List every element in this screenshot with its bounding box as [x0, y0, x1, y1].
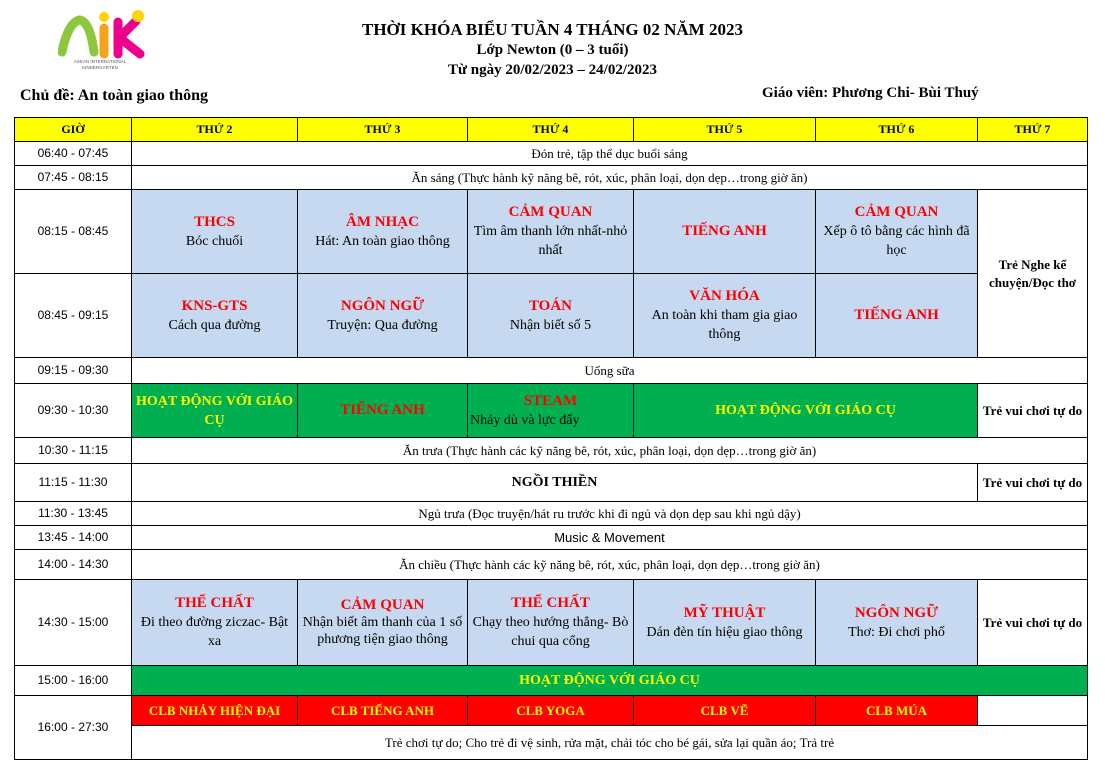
subject-label: CẢM QUAN — [508, 204, 593, 220]
lesson-cell — [634, 580, 816, 666]
table-row — [15, 384, 1088, 438]
table-row — [15, 580, 1088, 666]
subject-label: KNS-GTS — [181, 297, 248, 314]
activity-label: Hát: An toàn giao thông — [315, 233, 450, 249]
lesson-cell — [816, 274, 978, 358]
lesson-cell — [634, 274, 816, 358]
table-row — [15, 464, 1088, 502]
tool-activity-cell: HOẠT ĐỘNG VỚI GIÁO CỤ — [132, 666, 1088, 696]
subject-label: VĂN HÓA — [689, 288, 760, 304]
table-row — [15, 526, 1088, 550]
breakfast-cell: Ăn sáng (Thực hành kỹ năng bê, rót, xúc, phân loại, dọn dẹp…trong giờ ăn) — [132, 166, 1088, 190]
saturday-free-play-cell: Trẻ vui chơi tự do — [978, 580, 1088, 666]
subject-label: THCS — [194, 213, 235, 230]
time-cell: 07:45 - 08:15 — [15, 166, 132, 190]
time-cell: 06:40 - 07:45 — [15, 142, 132, 166]
activity-label: Nhận biết âm thanh của 1 số phương tiện giao thông — [302, 615, 463, 647]
subject-label: ÂM NHẠC — [346, 213, 419, 230]
theme-label: Chủ đề: An toàn giao thông — [20, 87, 209, 104]
activity-label: Chạy theo hướng thẳng- Bò chui qua cổng — [472, 615, 629, 649]
tool-activity-cell: HOẠT ĐỘNG VỚI GIÁO CỤ — [634, 384, 978, 438]
svg-text:ASEAN INTERNATIONAL: ASEAN INTERNATIONAL — [73, 59, 127, 64]
table-row — [15, 166, 1088, 190]
table-row — [15, 696, 1088, 726]
milk-cell: Uống sữa — [132, 358, 1088, 384]
time-cell: 14:00 - 14:30 — [15, 550, 132, 580]
time-cell: 08:15 - 08:45 — [15, 190, 132, 274]
table-row — [15, 502, 1088, 526]
subject-label: STEAM — [523, 392, 578, 409]
class-name: Lớp Newton (0 – 3 tuổi) — [476, 42, 629, 58]
col-thursday: THỨ 5 — [634, 118, 816, 142]
club-cell: CLB MÚA — [816, 696, 978, 726]
tool-activity-cell: HOẠT ĐỘNG VỚI GIÁO CỤ — [132, 384, 298, 438]
home-cell: Trẻ chơi tự do; Cho trẻ đi vệ sinh, rửa mặt, chải tóc cho bé gái, sửa lại quần áo; Trả trẻ — [132, 726, 1088, 760]
subject-label: TOÁN — [528, 297, 573, 314]
subject-label: THỂ CHẤT — [511, 595, 590, 611]
empty-cell — [978, 696, 1088, 726]
activity-label: Nhận biết số 5 — [509, 317, 592, 333]
table-row — [15, 142, 1088, 166]
subject-label: TIẾNG ANH — [340, 402, 425, 418]
time-cell: 16:00 - 27:30 — [15, 696, 132, 760]
schedule-title: THỜI KHÓA BIỂU TUẦN 4 THÁNG 02 NĂM 2023 — [362, 20, 743, 39]
time-cell: 11:15 - 11:30 — [15, 464, 132, 502]
saturday-free-play-cell: Trẻ vui chơi tự do — [978, 384, 1088, 438]
lunch-cell: Ăn trưa (Thực hành các kỹ năng bê, rót, xúc, phân loại, dọn dẹp…trong giờ ăn) — [132, 438, 1088, 464]
time-cell: 09:15 - 09:30 — [15, 358, 132, 384]
lesson-cell — [298, 274, 468, 358]
table-row — [15, 550, 1088, 580]
lesson-cell — [132, 274, 298, 358]
lesson-cell — [132, 580, 298, 666]
club-cell: CLB TIẾNG ANH — [298, 696, 468, 726]
time-cell: 10:30 - 11:15 — [15, 438, 132, 464]
svg-text:KINDERGARTEN: KINDERGARTEN — [82, 65, 118, 70]
lesson-cell — [816, 580, 978, 666]
table-row — [15, 438, 1088, 464]
subject-label: THỂ CHẤT — [175, 595, 254, 611]
lesson-cell — [816, 190, 978, 274]
time-cell: 13:45 - 14:00 — [15, 526, 132, 550]
subject-label: TIẾNG ANH — [682, 223, 767, 239]
music-cell: Music & Movement — [132, 526, 1088, 550]
col-monday: THỨ 2 — [132, 118, 298, 142]
activity-label: An toàn khi tham gia giao thông — [651, 308, 798, 342]
table-row — [15, 274, 1088, 358]
time-cell: 08:45 - 09:15 — [15, 274, 132, 358]
lesson-cell — [132, 190, 298, 274]
club-cell: CLB YOGA — [468, 696, 634, 726]
activity-label: Thơ: Đi chơi phố — [848, 624, 945, 640]
col-tuesday: THỨ 3 — [298, 118, 468, 142]
activity-label: Xếp ô tô bằng các hình đã học — [823, 224, 970, 258]
saturday-morning-cell: Trẻ Nghe kể chuyện/Đọc thơ — [978, 190, 1088, 358]
lesson-cell — [468, 580, 634, 666]
table-row — [15, 190, 1088, 274]
table-row — [15, 726, 1088, 760]
time-cell: 15:00 - 16:00 — [15, 666, 132, 696]
activity-label: Truyện: Qua đường — [327, 317, 438, 333]
subject-label: CẢM QUAN — [340, 597, 425, 613]
lesson-cell — [298, 580, 468, 666]
teacher-label: Giáo viên: Phương Chi- Bùi Thuý — [762, 85, 979, 101]
activity-label: Cách qua đường — [168, 317, 261, 333]
lesson-cell — [468, 190, 634, 274]
subject-label: CẢM QUAN — [854, 204, 939, 220]
time-cell: 09:30 - 10:30 — [15, 384, 132, 438]
club-cell: CLB VẼ — [634, 696, 816, 726]
saturday-free-play-cell: Trẻ vui chơi tự do — [978, 464, 1088, 502]
lesson-cell — [468, 274, 634, 358]
col-saturday: THỨ 7 — [978, 118, 1088, 142]
table-row — [15, 358, 1088, 384]
subject-label: TIẾNG ANH — [854, 307, 939, 323]
nap-cell: Ngủ trưa (Đọc truyện/hát ru trước khi đi ngủ và dọn dẹp sau khi ngủ dậy) — [132, 502, 1088, 526]
activity-label: Tìm âm thanh lớn nhất-nhỏ nhất — [473, 224, 628, 258]
date-range: Từ ngày 20/02/2023 – 24/02/2023 — [447, 62, 658, 78]
lesson-cell — [634, 190, 816, 274]
activity-label: Nhảy dù và lực đẩy — [470, 412, 580, 428]
activity-label: Dán đèn tín hiệu giao thông — [646, 624, 803, 640]
col-friday: THỨ 6 — [816, 118, 978, 142]
timetable — [14, 117, 1088, 760]
lesson-cell — [298, 190, 468, 274]
subject-label: NGÔN NGỮ — [340, 297, 425, 314]
header-row — [15, 118, 1088, 142]
subject-label: NGÔN NGỮ — [854, 604, 939, 621]
table-row — [15, 666, 1088, 696]
meditation-cell: NGỒI THIỀN — [132, 464, 978, 502]
col-wednesday: THỨ 4 — [468, 118, 634, 142]
time-cell: 14:30 - 15:00 — [15, 580, 132, 666]
time-cell: 11:30 - 13:45 — [15, 502, 132, 526]
lesson-cell — [468, 384, 634, 438]
activity-label: Đi theo đường ziczac- Bật xa — [140, 615, 289, 649]
lesson-cell — [298, 384, 468, 438]
snack-cell: Ăn chiều (Thực hành các kỹ năng bê, rót, xúc, phân loại, dọn dẹp…trong giờ ăn) — [132, 550, 1088, 580]
welcome-cell: Đón trẻ, tập thể dục buổi sáng — [132, 142, 1088, 166]
col-time: GIỜ — [15, 118, 132, 142]
club-cell: CLB NHẢY HIỆN ĐẠI — [132, 696, 298, 726]
subject-label: MỸ THUẬT — [683, 604, 766, 621]
activity-label: Bóc chuối — [185, 233, 244, 249]
